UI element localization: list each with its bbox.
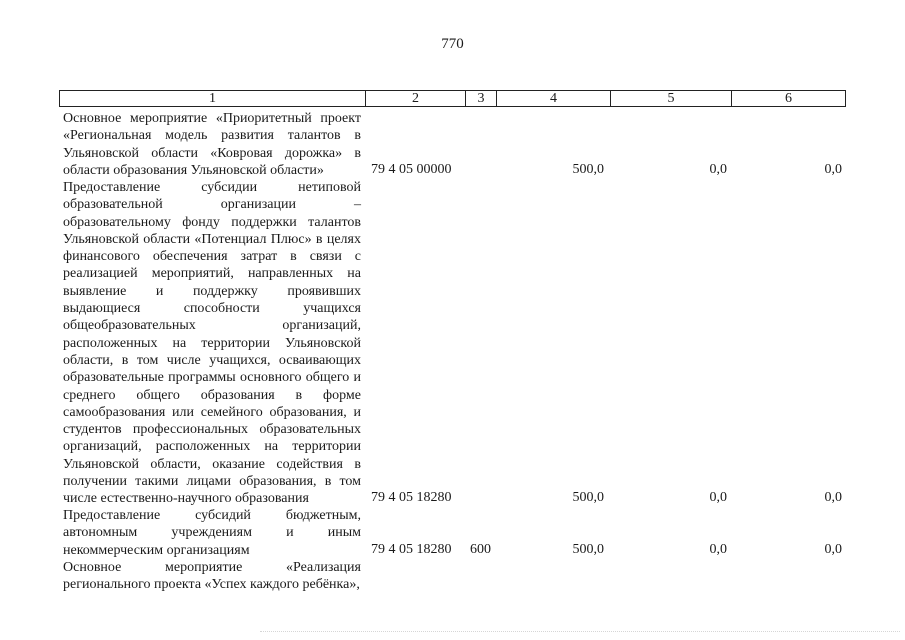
column-header-2: 2 bbox=[366, 91, 466, 106]
row-code: 79 4 05 18280 bbox=[371, 542, 452, 557]
row-value-col6: 0,0 bbox=[824, 490, 842, 505]
column-header-1: 1 bbox=[60, 91, 366, 106]
column-header-3: 3 bbox=[466, 91, 497, 106]
row-value-col4: 500,0 bbox=[572, 162, 604, 177]
scan-artifact-line bbox=[260, 631, 900, 634]
row-value-col5: 0,0 bbox=[709, 542, 727, 557]
table-row-text: Основное мероприятие «Приоритетный проект «Региональная модель развития талантов в Ульяновской области «Ковровая дорожка» в области образования Ульяновской области» bbox=[63, 111, 361, 178]
table-row-text: Основное мероприятие «Реализация регионального проекта «Успех каждого ребёнка», bbox=[63, 560, 361, 593]
table-row-text: Предоставление субсидий бюджетным, автономным учреждениям и иным некоммерческим организациям bbox=[63, 508, 361, 558]
row-value-col3: 600 bbox=[470, 542, 491, 557]
page-number: 770 bbox=[441, 36, 464, 52]
table-row-text: Предоставление субсидии нетиповой образовательной организации – образовательному фонду поддержки талантов Ульяновской области «Потенциал Плюс» в целях финансового обеспечения затрат в связи с реализацией мероприятий, направленных на выявление и поддержку проявивших выдающиеся способности учащихся общеобразовательных организаций, расположенных на территории Ульяновской области, в том числе учащихся, осваивающих образовательные программы основного общего и среднего общего образования в форме самообразования или семейного образования, и студентов профессиональных образовательных организаций, расположенных на территории Ульяновской области, оказание содействия в получении такими лицами образования, в том числе естественно-научного образования bbox=[63, 180, 361, 507]
column-header-5: 5 bbox=[611, 91, 732, 106]
row-code: 79 4 05 18280 bbox=[371, 490, 452, 505]
row-value-col5: 0,0 bbox=[709, 162, 727, 177]
row-value-col4: 500,0 bbox=[572, 490, 604, 505]
row-value-col5: 0,0 bbox=[709, 490, 727, 505]
table-header bbox=[59, 90, 846, 107]
row-value-col4: 500,0 bbox=[572, 542, 604, 557]
column-header-4: 4 bbox=[497, 91, 611, 106]
row-value-col6: 0,0 bbox=[824, 542, 842, 557]
row-value-col6: 0,0 bbox=[824, 162, 842, 177]
column-header-6: 6 bbox=[785, 91, 792, 106]
row-code: 79 4 05 00000 bbox=[371, 162, 452, 177]
